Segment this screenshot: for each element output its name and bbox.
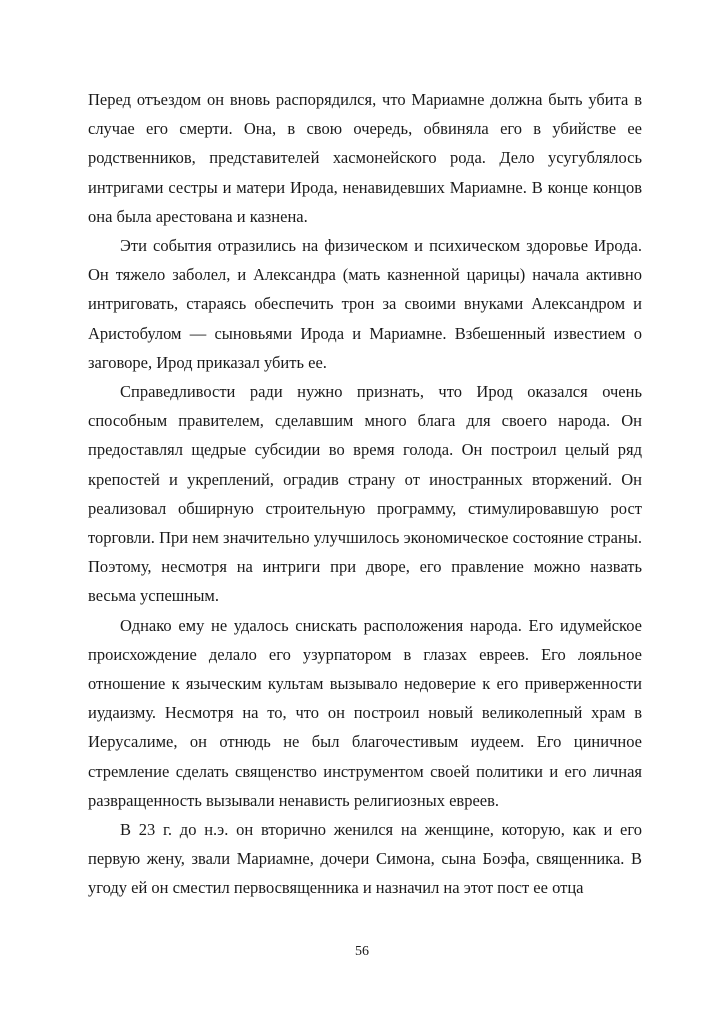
paragraph-3: Справедливости ради нужно признать, что Ирод оказался очень способным правителем, сделавшим много блага для своего народа. Он предоставлял щедрые субсидии во время голода. Он построил целый ряд крепостей и укреплений, оградив страну от иностранных вторжений. Он реализовал обширную строительную программу, стимулировавшую рост торговли. При нем значительно улучшилось экономическое состояние страны. Поэтому, несмотря на интриги при дворе, его правление можно назвать весьма успешным.: [88, 382, 642, 606]
paragraph-1: Перед отъездом он вновь распорядился, что Мариамне должна быть убита в случае его смерти. Она, в свою очередь, обвиняла его в убийстве ее родственников, представителей хасмонейского рода. Дело усугублялось интригами сестры и матери Ирода, ненавидевших Мариамне. В конце концов она была арестована и казнена.: [88, 90, 642, 226]
page-number: 56: [355, 944, 369, 959]
paragraph-5: В 23 г. до н.э. он вторично женился на женщине, которую, как и его первую жену, звали Мариамне, дочери Симона, сына Боэфа, священника. В угоду ей он сместил первосвященника и назначил на этот пост ее отца: [88, 820, 642, 898]
body-text: [88, 85, 642, 903]
paragraph-2: Эти события отразились на физическом и психическом здоровье Ирода. Он тяжело заболел, и Александра (мать казненной царицы) начала активно интриговать, стараясь обеспечить трон за своими внуками Александром и Аристобулом — сыновьями Ирода и Мариамне. Взбешенный известием о заговоре, Ирод приказал убить ее.: [88, 236, 642, 372]
paragraph-4: Однако ему не удалось снискать расположения народа. Его идумейское происхождение делало его узурпатором в глазах евреев. Его лояльное отношение к языческим культам вызывало недоверие к его приверженности иудаизму. Несмотря на то, что он построил новый великолепный храм в Иерусалиме, он отнюдь не был благочестивым иудеем. Его циничное стремление сделать священство инструментом своей политики и его личная развращенность вызывали ненависть религиозных евреев.: [88, 615, 642, 810]
